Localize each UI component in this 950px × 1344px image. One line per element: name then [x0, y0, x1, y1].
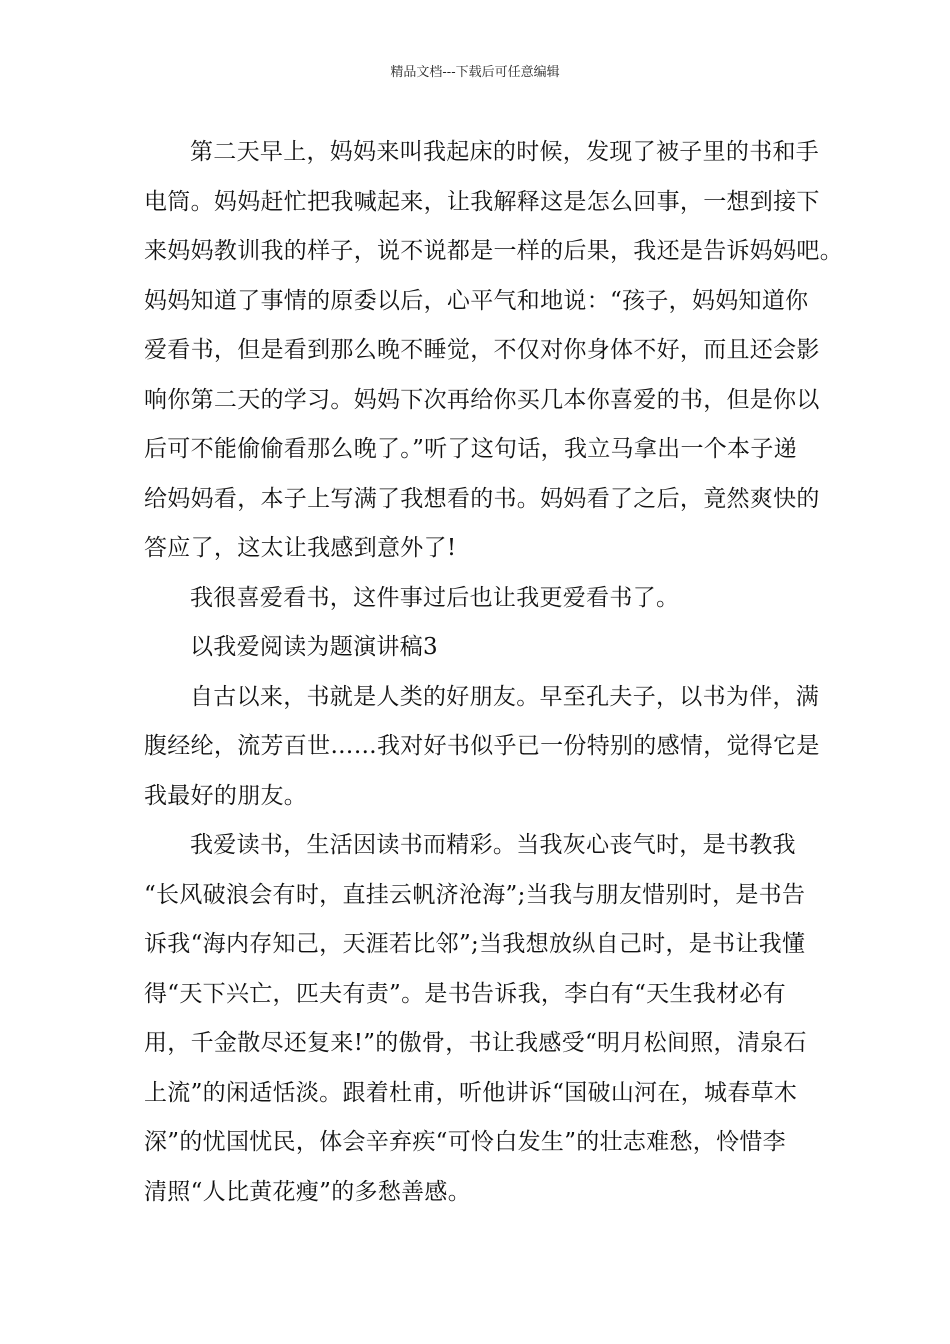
- page-header: 精品文档---下载后可任意编辑: [390, 65, 560, 80]
- text-line: 得“天下兴亡，匹夫有责”。是书告诉我，李白有“天生我材必有: [144, 980, 786, 1007]
- text-line: 清照“人比黄花瘦”的多愁善感。: [144, 1178, 472, 1205]
- text-line: 诉我“海内存知己，天涯若比邻”;当我想放纵自己时，是书让我懂: [144, 931, 806, 957]
- text-line: 妈妈知道了事情的原委以后，心平气和地说：“孩子，妈妈知道你: [144, 287, 809, 314]
- text-line: 给妈妈看，本子上写满了我想看的书。妈妈看了之后，竟然爽快的: [144, 485, 820, 512]
- text-line: 用，千金散尽还复来!”的傲骨，书让我感受“明月松间照，清泉石: [144, 1030, 807, 1056]
- text-line: 电筒。妈妈赶忙把我喊起来，让我解释这是怎么回事，一想到接下: [144, 188, 820, 215]
- text-line: 我爱读书，生活因读书而精彩。当我灰心丧气时，是书教我: [190, 832, 796, 858]
- section-heading: 以我爱阅读为题演讲稿3: [190, 634, 438, 660]
- text-line: 响你第二天的学习。妈妈下次再给你买几本你喜爱的书，但是你以: [144, 386, 820, 413]
- text-line: 我最好的朋友。: [144, 782, 308, 809]
- document-body: [144, 128, 843, 1217]
- text-line: 我很喜爱看书，这件事过后也让我更爱看书了。: [190, 584, 680, 611]
- text-line: 深”的忧国忧民，体会辛弃疾“可怜白发生”的壮志难愁，怜惜李: [144, 1129, 786, 1155]
- text-line: 爱看书，但是看到那么晚不睡觉，不仅对你身体不好，而且还会影: [144, 337, 820, 363]
- text-line: 上流”的闲适恬淡。跟着杜甫，听他讲诉“国破山河在，城春草木: [144, 1079, 798, 1106]
- text-line: 自古以来，书就是人类的好朋友。早至孔夫子，以书为伴，满: [190, 683, 820, 710]
- text-line: 后可不能偷偷看那么晚了。”听了这句话，我立马拿出一个本子递: [144, 436, 797, 462]
- text-line: 来妈妈教训我的样子，说不说都是一样的后果，我还是告诉妈妈吧。: [144, 238, 843, 264]
- text-line: 腹经纶，流芳百世……我对好书似乎已一份特别的感情，觉得它是: [144, 733, 820, 759]
- text-line: “长风破浪会有时，直挂云帆济沧海”;当我与朋友惜别时，是书告: [144, 881, 806, 908]
- text-line: 第二天早上，妈妈来叫我起床的时候，发现了被子里的书和手: [190, 139, 820, 165]
- text-line: 答应了，这太让我感到意外了!: [144, 535, 457, 561]
